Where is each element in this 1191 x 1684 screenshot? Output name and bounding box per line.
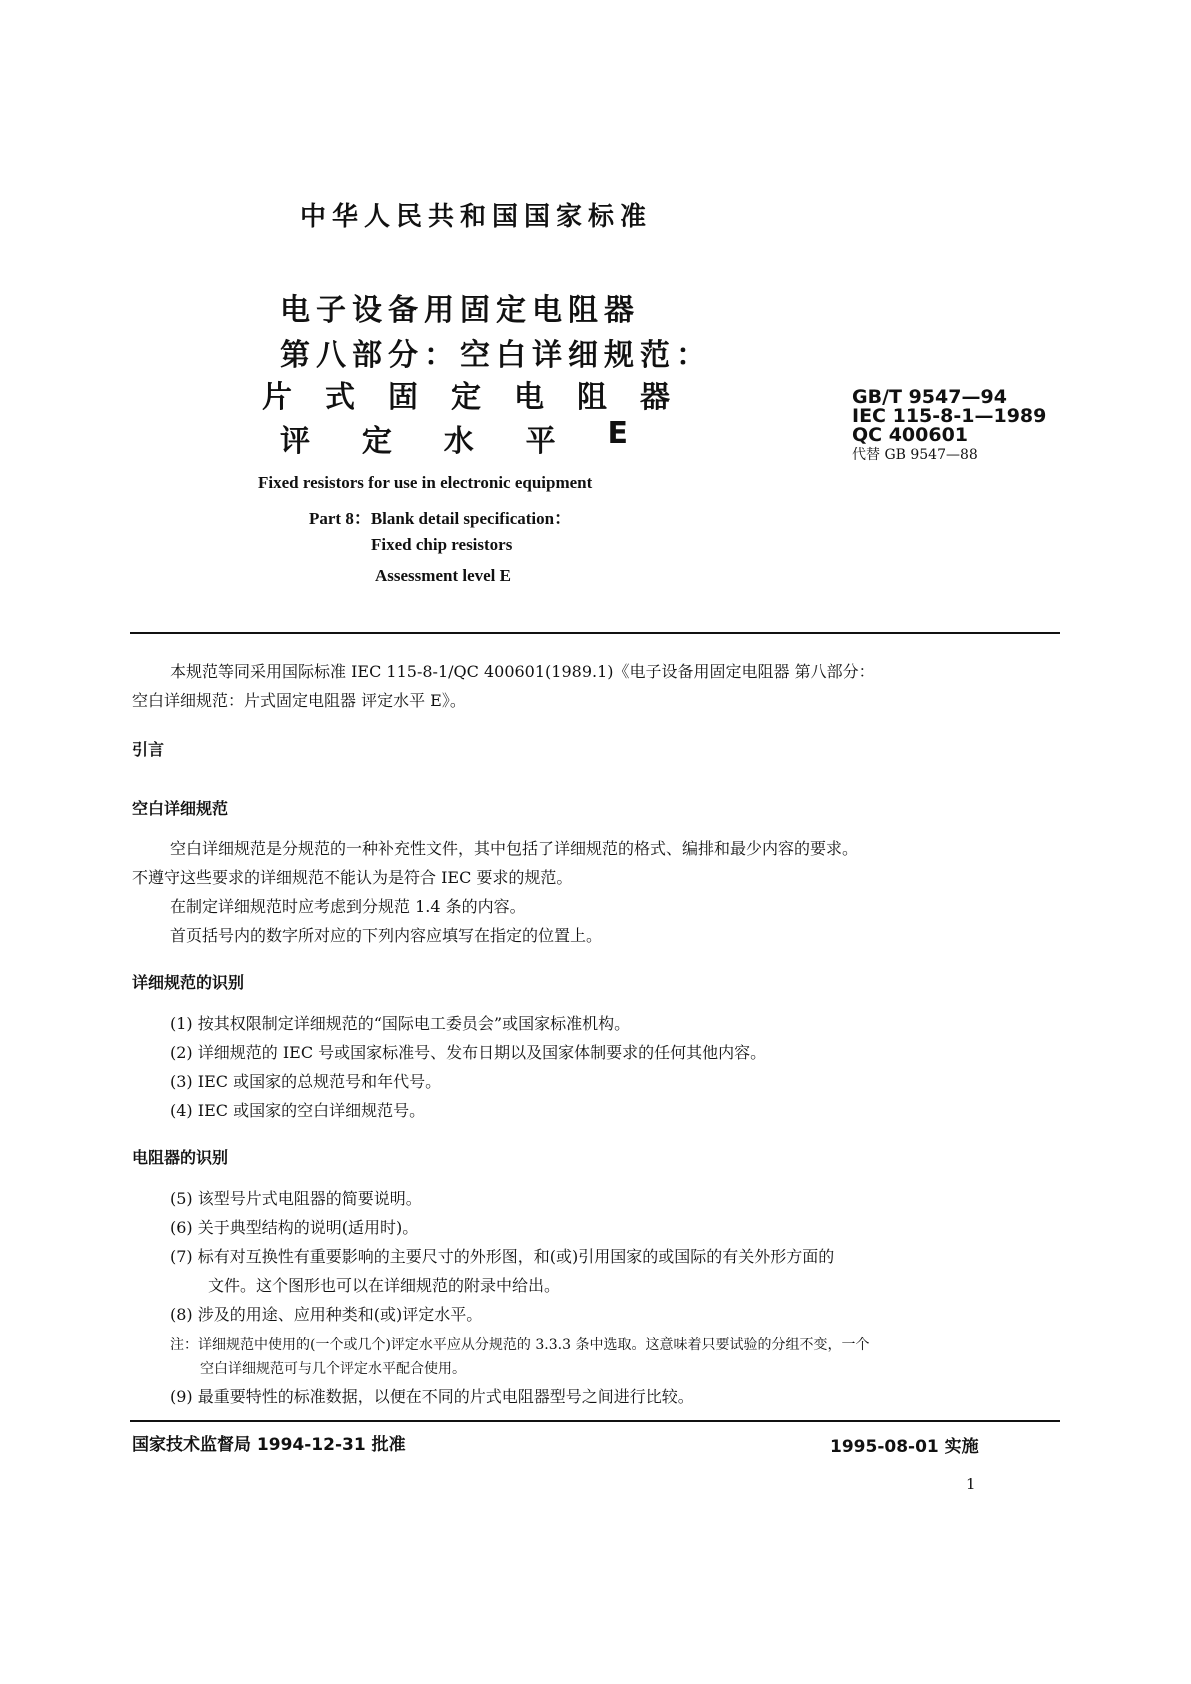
blank-spec-para-3: 在制定详细规范时应考虑到分规范 1.4 条的内容。 [170, 897, 526, 916]
english-title-line-2: Part 8：Blank detail specification： [309, 509, 572, 528]
heading-preface: 引言 [132, 740, 165, 759]
title-line-4 [280, 416, 628, 460]
english-title-line-3: Fixed chip resistors [371, 535, 513, 554]
national-standard-title: 中华人民共和国国家标准 [300, 202, 653, 232]
title-line-4-char: 评 [280, 424, 310, 459]
intro-line-2: 空白详细规范：片式固定电阻器 评定水平 E》。 [132, 691, 466, 710]
english-title-line-4: Assessment level E [375, 566, 511, 585]
qc-number: QC 400601 [852, 424, 969, 446]
english-title-line-1: Fixed resistors for use in electronic equipment [258, 473, 593, 492]
spec-id-item-1: (1) 按其权限制定详细规范的“国际电工委员会”或国家标准机构。 [170, 1014, 631, 1033]
blank-spec-para-2: 不遵守这些要求的详细规范不能认为是符合 IEC 要求的规范。 [132, 868, 573, 887]
resistor-item-6: (6) 关于典型结构的说明(适用时)。 [170, 1218, 419, 1237]
blank-spec-para-4: 首页括号内的数字所对应的下列内容应填写在指定的位置上。 [170, 926, 603, 945]
title-line-4-char: 水 [443, 424, 474, 459]
resistor-item-5: (5) 该型号片式电阻器的简要说明。 [170, 1189, 422, 1208]
intro-line-1: 本规范等同采用国际标准 IEC 115-8-1/QC 400601(1989.1)《电子设备用固定电阻器 第八部分： [170, 662, 875, 681]
title-line-3-char: 阻 [577, 380, 607, 415]
replaces-standard: 代替 GB 9547—88 [852, 447, 978, 463]
title-line-3-char: 式 [325, 380, 355, 415]
title-line-4-char: 定 [361, 424, 392, 459]
gbt-number: GB/T 9547—94 [852, 386, 1007, 408]
title-line-3-char: 定 [451, 380, 481, 415]
title-line-3-char: 固 [388, 380, 418, 415]
heading-blank-spec: 空白详细规范 [132, 799, 229, 818]
heading-resistor-identification: 电阻器的识别 [132, 1148, 229, 1167]
heading-spec-identification: 详细规范的识别 [132, 973, 245, 992]
title-line-3 [262, 372, 670, 416]
title-line-4-char: 平 [525, 424, 556, 459]
note-line-2: 空白详细规范可与几个评定水平配合使用。 [200, 1361, 466, 1377]
title-line-4-char: E [607, 416, 628, 451]
resistor-item-8: (8) 涉及的用途、应用种类和(或)评定水平。 [170, 1305, 483, 1324]
spec-id-item-4: (4) IEC 或国家的空白详细规范号。 [170, 1101, 426, 1120]
spec-id-item-3: (3) IEC 或国家的总规范号和年代号。 [170, 1072, 442, 1091]
approval-date: 国家技术监督局 1994-12-31 批准 [132, 1435, 406, 1455]
title-line-1: 电子设备用固定电阻器 [280, 293, 640, 328]
blank-spec-para-1: 空白详细规范是分规范的一种补充性文件，其中包括了详细规范的格式、编排和最少内容的要求。 [170, 839, 859, 858]
implementation-date: 1995-08-01 实施 [830, 1437, 979, 1457]
title-line-3-char: 电 [514, 380, 544, 415]
title-line-3-char: 器 [640, 380, 670, 415]
note-line-1: 注：详细规范中使用的(一个或几个)评定水平应从分规范的 3.3.3 条中选取。这意味着只要试验的分组不变，一个 [170, 1337, 870, 1353]
resistor-item-7-cont: 文件。这个图形也可以在详细规范的附录中给出。 [208, 1276, 561, 1295]
page-number: 1 [966, 1475, 976, 1493]
iec-number: IEC 115-8-1—1989 [852, 405, 1047, 427]
title-line-3-char: 片 [262, 380, 292, 415]
footer-divider [130, 1420, 1060, 1422]
resistor-item-7: (7) 标有对互换性有重要影响的主要尺寸的外形图，和(或)引用国家的或国际的有关外形方面的 [170, 1247, 835, 1266]
header-divider [130, 632, 1060, 634]
title-line-2: 第八部分：空白详细规范： [280, 338, 712, 373]
resistor-item-9: (9) 最重要特性的标准数据，以便在不同的片式电阻器型号之间进行比较。 [170, 1387, 694, 1406]
spec-id-item-2: (2) 详细规范的 IEC 号或国家标准号、发布日期以及国家体制要求的任何其他内容。 [170, 1043, 767, 1062]
